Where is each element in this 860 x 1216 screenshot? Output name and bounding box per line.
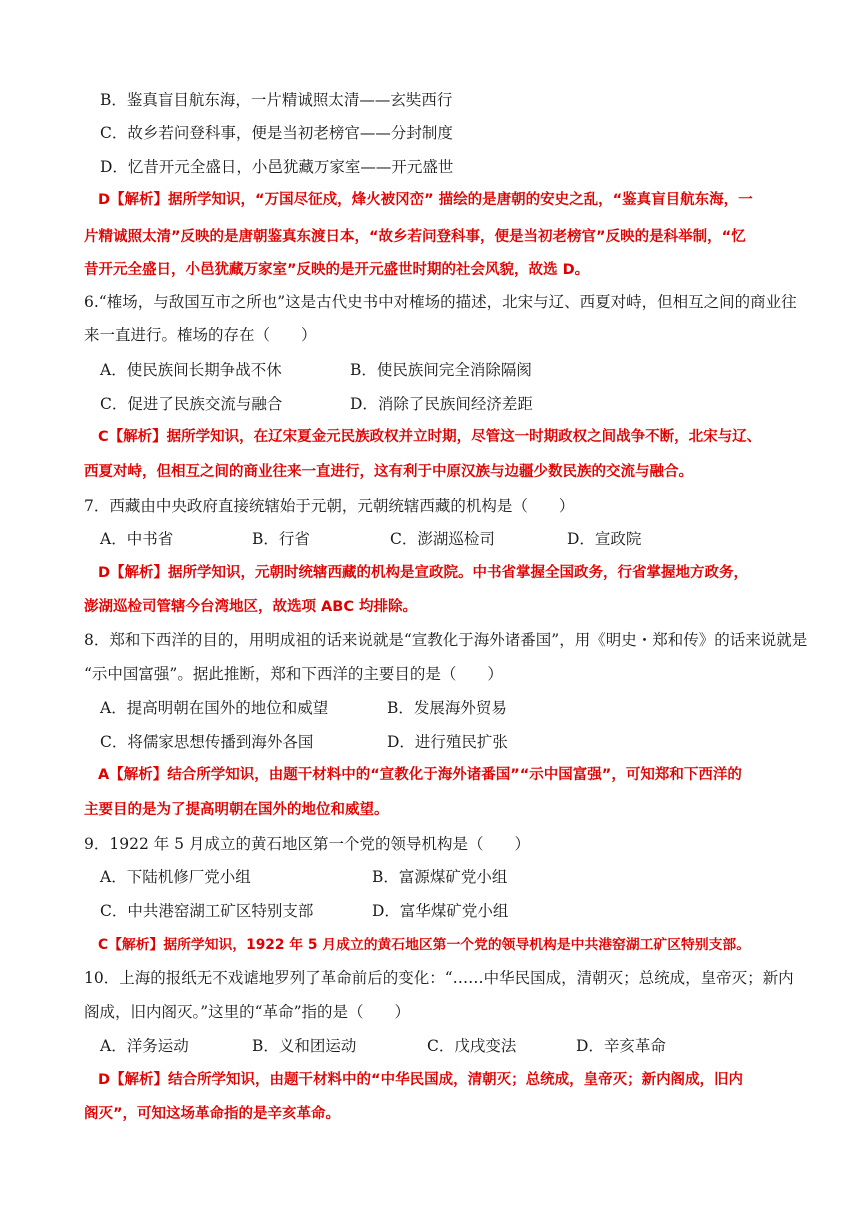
- q9-option-d: D．富华煤矿党小组: [372, 902, 509, 920]
- q5-option-d: D．忆昔开元全盛日，小邑犹藏万家室——开元盛世: [100, 158, 454, 176]
- q7-option-c: C．澎湖巡检司: [390, 530, 495, 548]
- q10-analysis-line-1: D【解析】结合所学知识，由题干材料中的“中华民国成，清朝灭；总统成，皇帝灭；新内阁成，旧内: [98, 1072, 744, 1088]
- q7-option-d: D．宣政院: [567, 530, 642, 548]
- q5-option-c: C．故乡若问登科事，便是当初老榜官——分封制度: [100, 124, 453, 142]
- q7-stem: 7．西藏由中央政府直接统辖始于元朝，元朝统辖西藏的机构是（ ）: [84, 497, 575, 515]
- q5-option-b: B．鉴真盲目航东海，一片精诚照太清——玄奘西行: [100, 91, 453, 109]
- q9-options-row-2: [100, 901, 800, 921]
- q10-option-a: A．洋务运动: [100, 1037, 189, 1055]
- q9-option-a: A．下陆机修厂党小组: [100, 868, 251, 886]
- q7-analysis-line-1: D【解析】据所学知识，元朝时统辖西藏的机构是宣政院。中书省掌握全国政务，行省掌握地方政务，: [98, 565, 749, 581]
- q6-analysis-line-1: C【解析】据所学知识，在辽宋夏金元民族政权并立时期，尽管这一时期政权之间战争不断，北宋与辽、: [98, 429, 762, 445]
- q10-stem-line-2: 阁成，旧内阁灭。”这里的“革命”指的是（ ）: [84, 1003, 411, 1021]
- q6-options-row-2: [100, 394, 800, 414]
- q8-option-d: D．进行殖民扩张: [387, 733, 508, 751]
- q9-analysis: C【解析】据所学知识，1922 年 5 月成立的黄石地区第一个党的领导机构是中共港窑湖工矿区特别支部。: [98, 937, 751, 953]
- q8-analysis-line-2: 主要目的是为了提高明朝在国外的地位和威望。: [84, 802, 389, 818]
- q9-option-c: C．中共港窑湖工矿区特别支部: [100, 902, 314, 920]
- q8-option-a: A．提高明朝在国外的地位和威望: [100, 699, 329, 717]
- q8-options-row-2: [100, 732, 800, 752]
- q8-options-row-1: [100, 698, 800, 718]
- q7-analysis-line-2: 澎湖巡检司管辖今台湾地区，故选项 ABC 均排除。: [84, 599, 418, 615]
- q10-option-b: B．义和团运动: [252, 1037, 357, 1055]
- q9-stem: 9．1922 年 5 月成立的黄石地区第一个党的领导机构是（ ）: [84, 835, 530, 853]
- q6-option-c: C．促进了民族交流与融合: [100, 395, 283, 413]
- q5-analysis-line-1: D【解析】据所学知识，“万国尽征戍，烽火被冈峦” 描绘的是唐朝的安史之乱，“鉴真盲目航东海，一: [98, 192, 753, 208]
- q6-option-b: B．使民族间完全消除隔阂: [350, 361, 532, 379]
- q8-analysis-line-1: A【解析】结合所学知识，由题干材料中的“宣教化于海外诸番国”“示中国富强”，可知郑和下西洋的: [98, 767, 742, 783]
- q5-analysis-line-2: 片精诚照太清”反映的是唐朝鉴真东渡日本，“故乡若问登科事，便是当初老榜官”反映的是科举制，“忆: [84, 229, 746, 245]
- q7-option-b: B．行省: [252, 530, 310, 548]
- q10-analysis-line-2: 阁灭”，可知这场革命指的是辛亥革命。: [84, 1106, 341, 1122]
- q7-options-row: [100, 529, 800, 549]
- q8-stem-line-2: “示中国富强”。据此推断，郑和下西洋的主要目的是（ ）: [84, 665, 503, 683]
- q5-analysis-line-3: 昔开元全盛日，小邑犹藏万家室”反映的是开元盛世时期的社会风貌，故选 D。: [84, 262, 590, 278]
- q6-option-a: A．使民族间长期争战不休: [100, 361, 282, 379]
- q6-option-d: D．消除了民族间经济差距: [350, 395, 533, 413]
- q9-option-b: B．富源煤矿党小组: [372, 868, 508, 886]
- q10-option-c: C．戊戌变法: [427, 1037, 517, 1055]
- q6-options-row-1: [100, 360, 800, 380]
- q10-option-d: D．辛亥革命: [576, 1037, 666, 1055]
- q6-stem-line-2: 来一直进行。榷场的存在（ ）: [84, 326, 317, 344]
- q8-stem-line-1: 8．郑和下西洋的目的，用明成祖的话来说就是“宣教化于海外诸番国”，用《明史・郑和传》的话来说就是: [84, 631, 808, 649]
- q8-option-c: C．将儒家思想传播到海外各国: [100, 733, 314, 751]
- q6-stem-line-1: 6.“榷场，与敌国互市之所也”这是古代史书中对榷场的描述，北宋与辽、西夏对峙，但相互之间的商业往: [84, 293, 797, 311]
- q8-option-b: B．发展海外贸易: [387, 699, 507, 717]
- q10-stem-line-1: 10．上海的报纸无不戏谑地罗列了革命前后的变化：“……中华民国成，清朝灭；总统成，皇帝灭；新内: [84, 969, 794, 987]
- q9-options-row-1: [100, 867, 800, 887]
- q7-option-a: A．中书省: [100, 530, 174, 548]
- q6-analysis-line-2: 西夏对峙，但相互之间的商业往来一直进行，这有利于中原汉族与边疆少数民族的交流与融合。: [84, 464, 693, 480]
- q10-options-row: [100, 1036, 800, 1056]
